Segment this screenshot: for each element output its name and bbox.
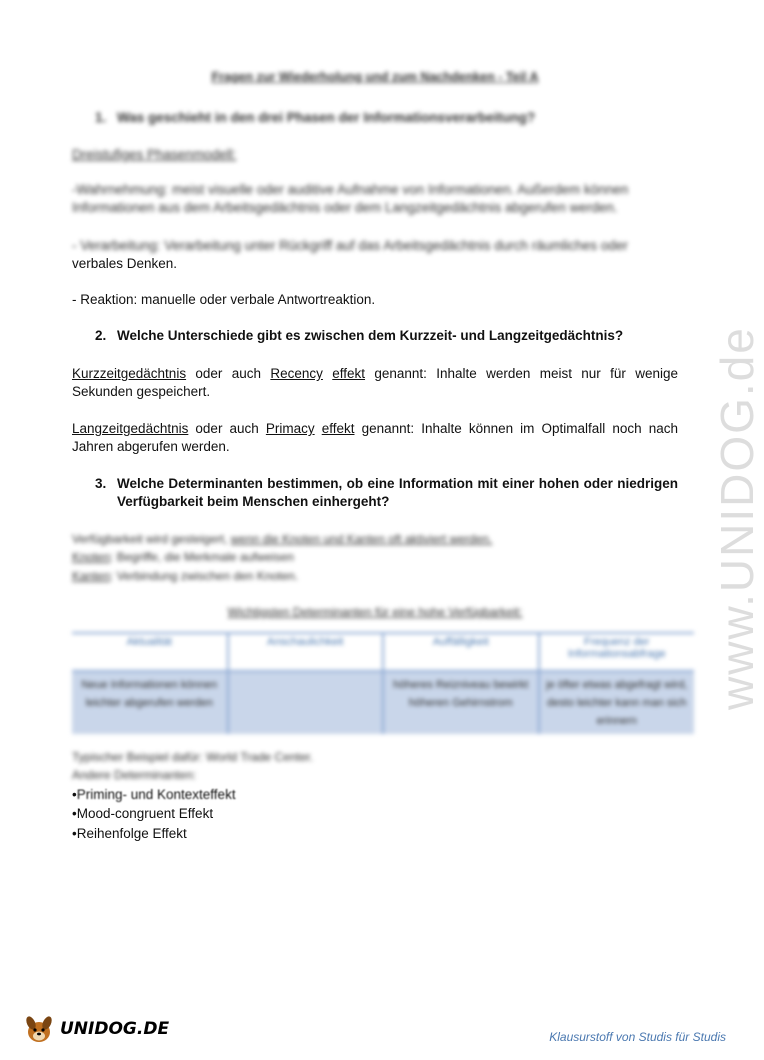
recency-term: Recency — [270, 366, 323, 381]
document-title: Fragen zur Wiederholung und zum Nachdenken - Teil A — [211, 70, 539, 84]
determinants-table — [72, 632, 694, 734]
long-term-term: Langzeitgedächtnis — [72, 421, 189, 436]
question-1-text: Was geschieht in den drei Phasen der Informationsverarbeitung? — [117, 110, 536, 125]
bullet-list-item — [72, 805, 678, 823]
short-term-description: genannt: Inhalte werden meist nur für wenige Sekunden gespeichert. — [72, 366, 679, 399]
dog-mascot-icon — [22, 1012, 56, 1046]
phase-model-label: Dreistufiges Phasenmodell: — [72, 147, 237, 162]
table-header-cell: Auffälligkeit — [383, 633, 539, 671]
edges-text: : Verbindung zwischen den Knoten. — [110, 569, 299, 583]
table-cell — [228, 671, 384, 734]
bullet-icon: • — [72, 806, 77, 821]
long-term-connector: oder auch — [188, 421, 266, 436]
primacy-effect-word: effekt — [321, 421, 355, 436]
watermark: www.UNIDOG.de — [711, 326, 763, 710]
recency-effect-word: effekt — [332, 366, 366, 381]
bullet-text: Reihenfolge Effekt — [76, 826, 187, 841]
bullet-list-item — [72, 825, 678, 843]
processing-paragraph-end: verbales Denken. — [72, 256, 178, 271]
availability-condition: wenn die Knoten und Kanten oft aktiviert werden. — [230, 532, 493, 546]
question-2-text: Welche Unterschiede gibt es zwischen dem Kurzzeit- und Langzeitgedächtnis? — [117, 328, 624, 343]
table-row — [72, 671, 694, 734]
logo-text: UNIDOG.DE — [60, 1019, 170, 1039]
nodes-line — [72, 548, 678, 566]
table-cell: je öfter etwas abgefragt wird, desto leichter kann man sich erinnern — [539, 671, 695, 734]
nodes-text: : Begriffe, die Merkmale aufweisen — [110, 550, 294, 564]
bullet-icon: • — [72, 826, 77, 841]
availability-text: Verfügbarkeit wird gesteigert, — [72, 532, 231, 546]
bullet-icon: • — [72, 787, 77, 802]
table-header-cell: Anschaulichkeit — [228, 633, 384, 671]
reaction-paragraph: - Reaktion: manuelle oder verbale Antwortreaktion. — [72, 292, 376, 307]
table-header-cell: Frequenz der Informationsabfrage — [539, 633, 695, 671]
processing-paragraph-blurred: - Verarbeitung: Verarbeitung unter Rückgriff auf das Arbeitsgedächtnis durch räumliches oder — [72, 238, 628, 253]
footer-slogan: Klausurstoff von Studis für Studis — [549, 1030, 726, 1044]
long-term-description: genannt: Inhalte können im Optimalfall noch nach Jahren abgerufen werden. — [72, 421, 678, 454]
question-1 — [95, 109, 535, 127]
question-3-text: Welche Determinanten bestimmen, ob eine Information mit einer hohen oder niedrigen Verfügbarkeit beim Menschen einhergeht? — [117, 476, 678, 509]
other-determinants-label: Andere Determinanten: — [72, 768, 197, 782]
short-term-memory-paragraph — [72, 365, 678, 401]
table-title: Wichtigsten Determinanten für eine hohe Verfügbarkeit: — [227, 605, 523, 619]
question-2-number: 2. — [95, 328, 107, 343]
example-line: Typischer Beispiel dafür: World Trade Center. — [72, 750, 314, 764]
table-header-row — [72, 633, 694, 671]
question-2 — [95, 327, 623, 345]
unidog-logo — [22, 1012, 169, 1046]
long-term-memory-paragraph — [72, 420, 678, 456]
table-cell: Neue Informationen können leichter abgerufen werden — [72, 671, 228, 734]
bullet-text: Mood-congruent Effekt — [76, 806, 214, 821]
table-header-cell: Aktualität — [72, 633, 228, 671]
question-3 — [95, 475, 678, 511]
table-cell: höheres Reizniveau bewirkt höheren Gehirnstrom — [383, 671, 539, 734]
primacy-term: Primacy — [265, 421, 315, 436]
short-term-connector: oder auch — [186, 366, 271, 381]
question-3-number: 3. — [95, 476, 107, 491]
edges-label: Kanten — [72, 569, 111, 583]
perception-paragraph: -Wahrnehmung: meist visuelle oder auditive Aufnahme von Informationen. Außerdem können Informationen aus dem Arbeitsgedächtnis oder dem Langzeitgedächtnis abgerufen werden. — [72, 182, 629, 215]
question-1-number: 1. — [95, 110, 107, 125]
edges-line — [72, 567, 678, 585]
short-term-term: Kurzzeitgedächtnis — [72, 366, 187, 381]
nodes-label: Knoten — [72, 550, 111, 564]
bullet-list-item — [72, 786, 678, 804]
availability-line — [72, 530, 678, 548]
bullet-text: Priming- und Kontexteffekt — [76, 787, 236, 802]
